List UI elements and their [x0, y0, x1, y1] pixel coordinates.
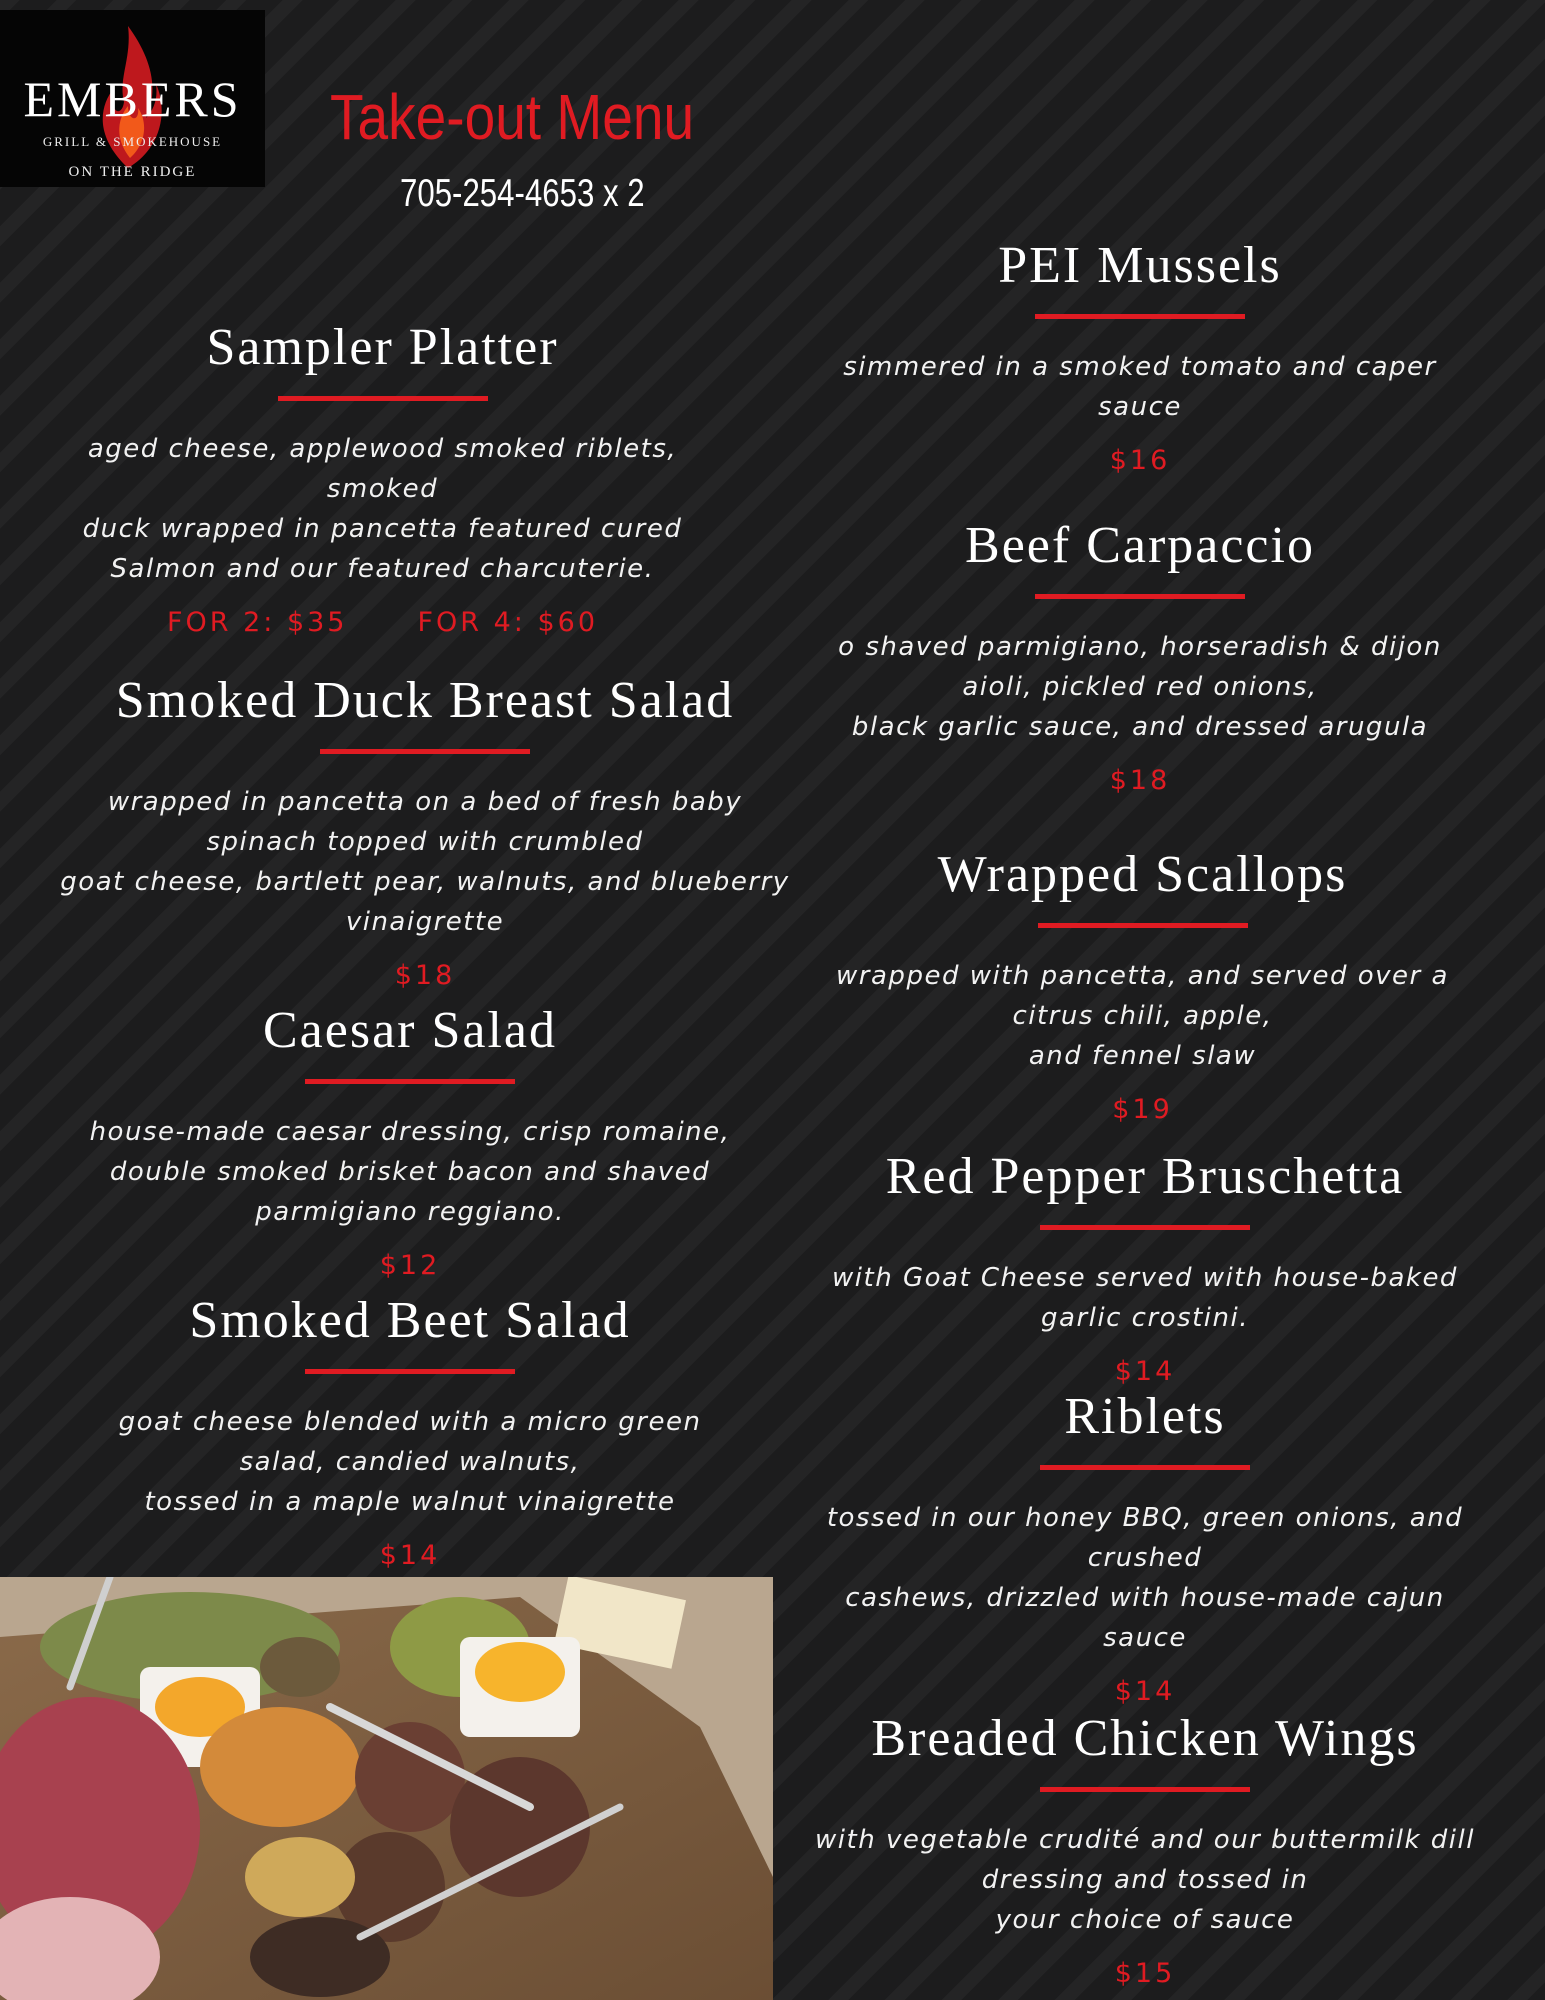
item-divider [320, 749, 530, 754]
restaurant-logo [0, 10, 265, 187]
item-divider [1040, 1465, 1250, 1470]
menu-item-breaded-chicken-wings [800, 1709, 1490, 1994]
price-for-2: FOR 2: $35 [166, 607, 348, 638]
item-description: wrapped in pancetta on a bed of fresh baby spinach topped with crumbled goat cheese, bartlett pear, walnuts, and blueberry vinaigrette [60, 787, 790, 937]
item-price: $18 [1109, 765, 1171, 796]
item-name: Caesar Salad [262, 1002, 557, 1059]
item-divider [305, 1369, 515, 1374]
phone-number: 705-254-4653 x 2 [400, 172, 645, 215]
item-name: Smoked Duck Breast Salad [115, 672, 735, 729]
item-description: with Goat Cheese served with house-baked garlic crostini. [832, 1263, 1458, 1333]
item-description: with vegetable crudité and our buttermilk dill dressing and tossed in your choice of sauce [815, 1825, 1475, 1935]
menu-item-riblets [800, 1387, 1490, 1712]
menu-item-caesar-salad [60, 1001, 760, 1286]
item-price: $15 [1114, 1958, 1176, 1989]
item-description: o shaved parmigiano, horseradish & dijon aioli, pickled red onions, black garlic sauce, and dressed arugula [838, 632, 1442, 742]
item-price: $16 [1109, 445, 1171, 476]
item-price: $14 [1114, 1356, 1176, 1387]
item-description: wrapped with pancetta, and served over a citrus chili, apple, and fennel slaw [836, 961, 1449, 1071]
item-name: Beef Carpaccio [965, 517, 1315, 574]
menu-item-smoked-beet-salad [60, 1291, 760, 1576]
menu-item-sampler-platter [40, 318, 725, 643]
item-divider [1035, 314, 1245, 319]
item-name: Smoked Beet Salad [189, 1292, 631, 1349]
item-description: simmered in a smoked tomato and caper sauce [843, 352, 1437, 422]
item-divider [1040, 1787, 1250, 1792]
item-prices [40, 603, 725, 643]
menu-item-red-pepper-bruschetta [800, 1147, 1490, 1392]
item-name: Wrapped Scallops [937, 846, 1348, 903]
item-divider [1035, 594, 1245, 599]
menu-item-smoked-duck-breast-salad [40, 671, 810, 996]
item-name: Riblets [1064, 1388, 1226, 1445]
item-divider [1040, 1225, 1250, 1230]
item-description: house-made caesar dressing, crisp romaine, double smoked brisket bacon and shaved parmigiano reggiano. [89, 1117, 731, 1227]
item-description: goat cheese blended with a micro green salad, candied walnuts, tossed in a maple walnut vinaigrette [118, 1407, 702, 1517]
item-name: Red Pepper Bruschetta [885, 1148, 1405, 1205]
item-name: Sampler Platter [206, 319, 559, 376]
item-price: $12 [379, 1250, 441, 1281]
charcuterie-board-photo [0, 1577, 773, 2000]
price-for-4: FOR 4: $60 [417, 607, 599, 638]
page-title: Take-out Menu [330, 81, 695, 153]
item-price: $18 [394, 960, 456, 991]
logo-subtitle: GRILL & SMOKEHOUSE [42, 134, 223, 149]
item-name: Breaded Chicken Wings [871, 1710, 1419, 1767]
item-price: $19 [1112, 1094, 1173, 1125]
item-divider [1038, 923, 1248, 928]
item-price: $14 [1114, 1676, 1176, 1707]
item-description: aged cheese, applewood smoked riblets, smoked duck wrapped in pancetta featured cured Salmon and our featured charcuterie. [82, 434, 683, 584]
logo-tagline: ON THE RIDGE [68, 164, 197, 180]
item-name: PEI Mussels [998, 237, 1282, 294]
logo-brand: EMBERS [23, 71, 242, 127]
menu-item-beef-carpaccio [800, 516, 1480, 801]
item-price: $14 [379, 1540, 441, 1571]
menu-item-pei-mussels [800, 236, 1480, 481]
item-divider [278, 396, 488, 401]
menu-item-wrapped-scallops [800, 845, 1485, 1130]
item-description: tossed in our honey BBQ, green onions, and crushed cashews, drizzled with house-made cajun sauce [826, 1503, 1464, 1653]
item-divider [305, 1079, 515, 1084]
